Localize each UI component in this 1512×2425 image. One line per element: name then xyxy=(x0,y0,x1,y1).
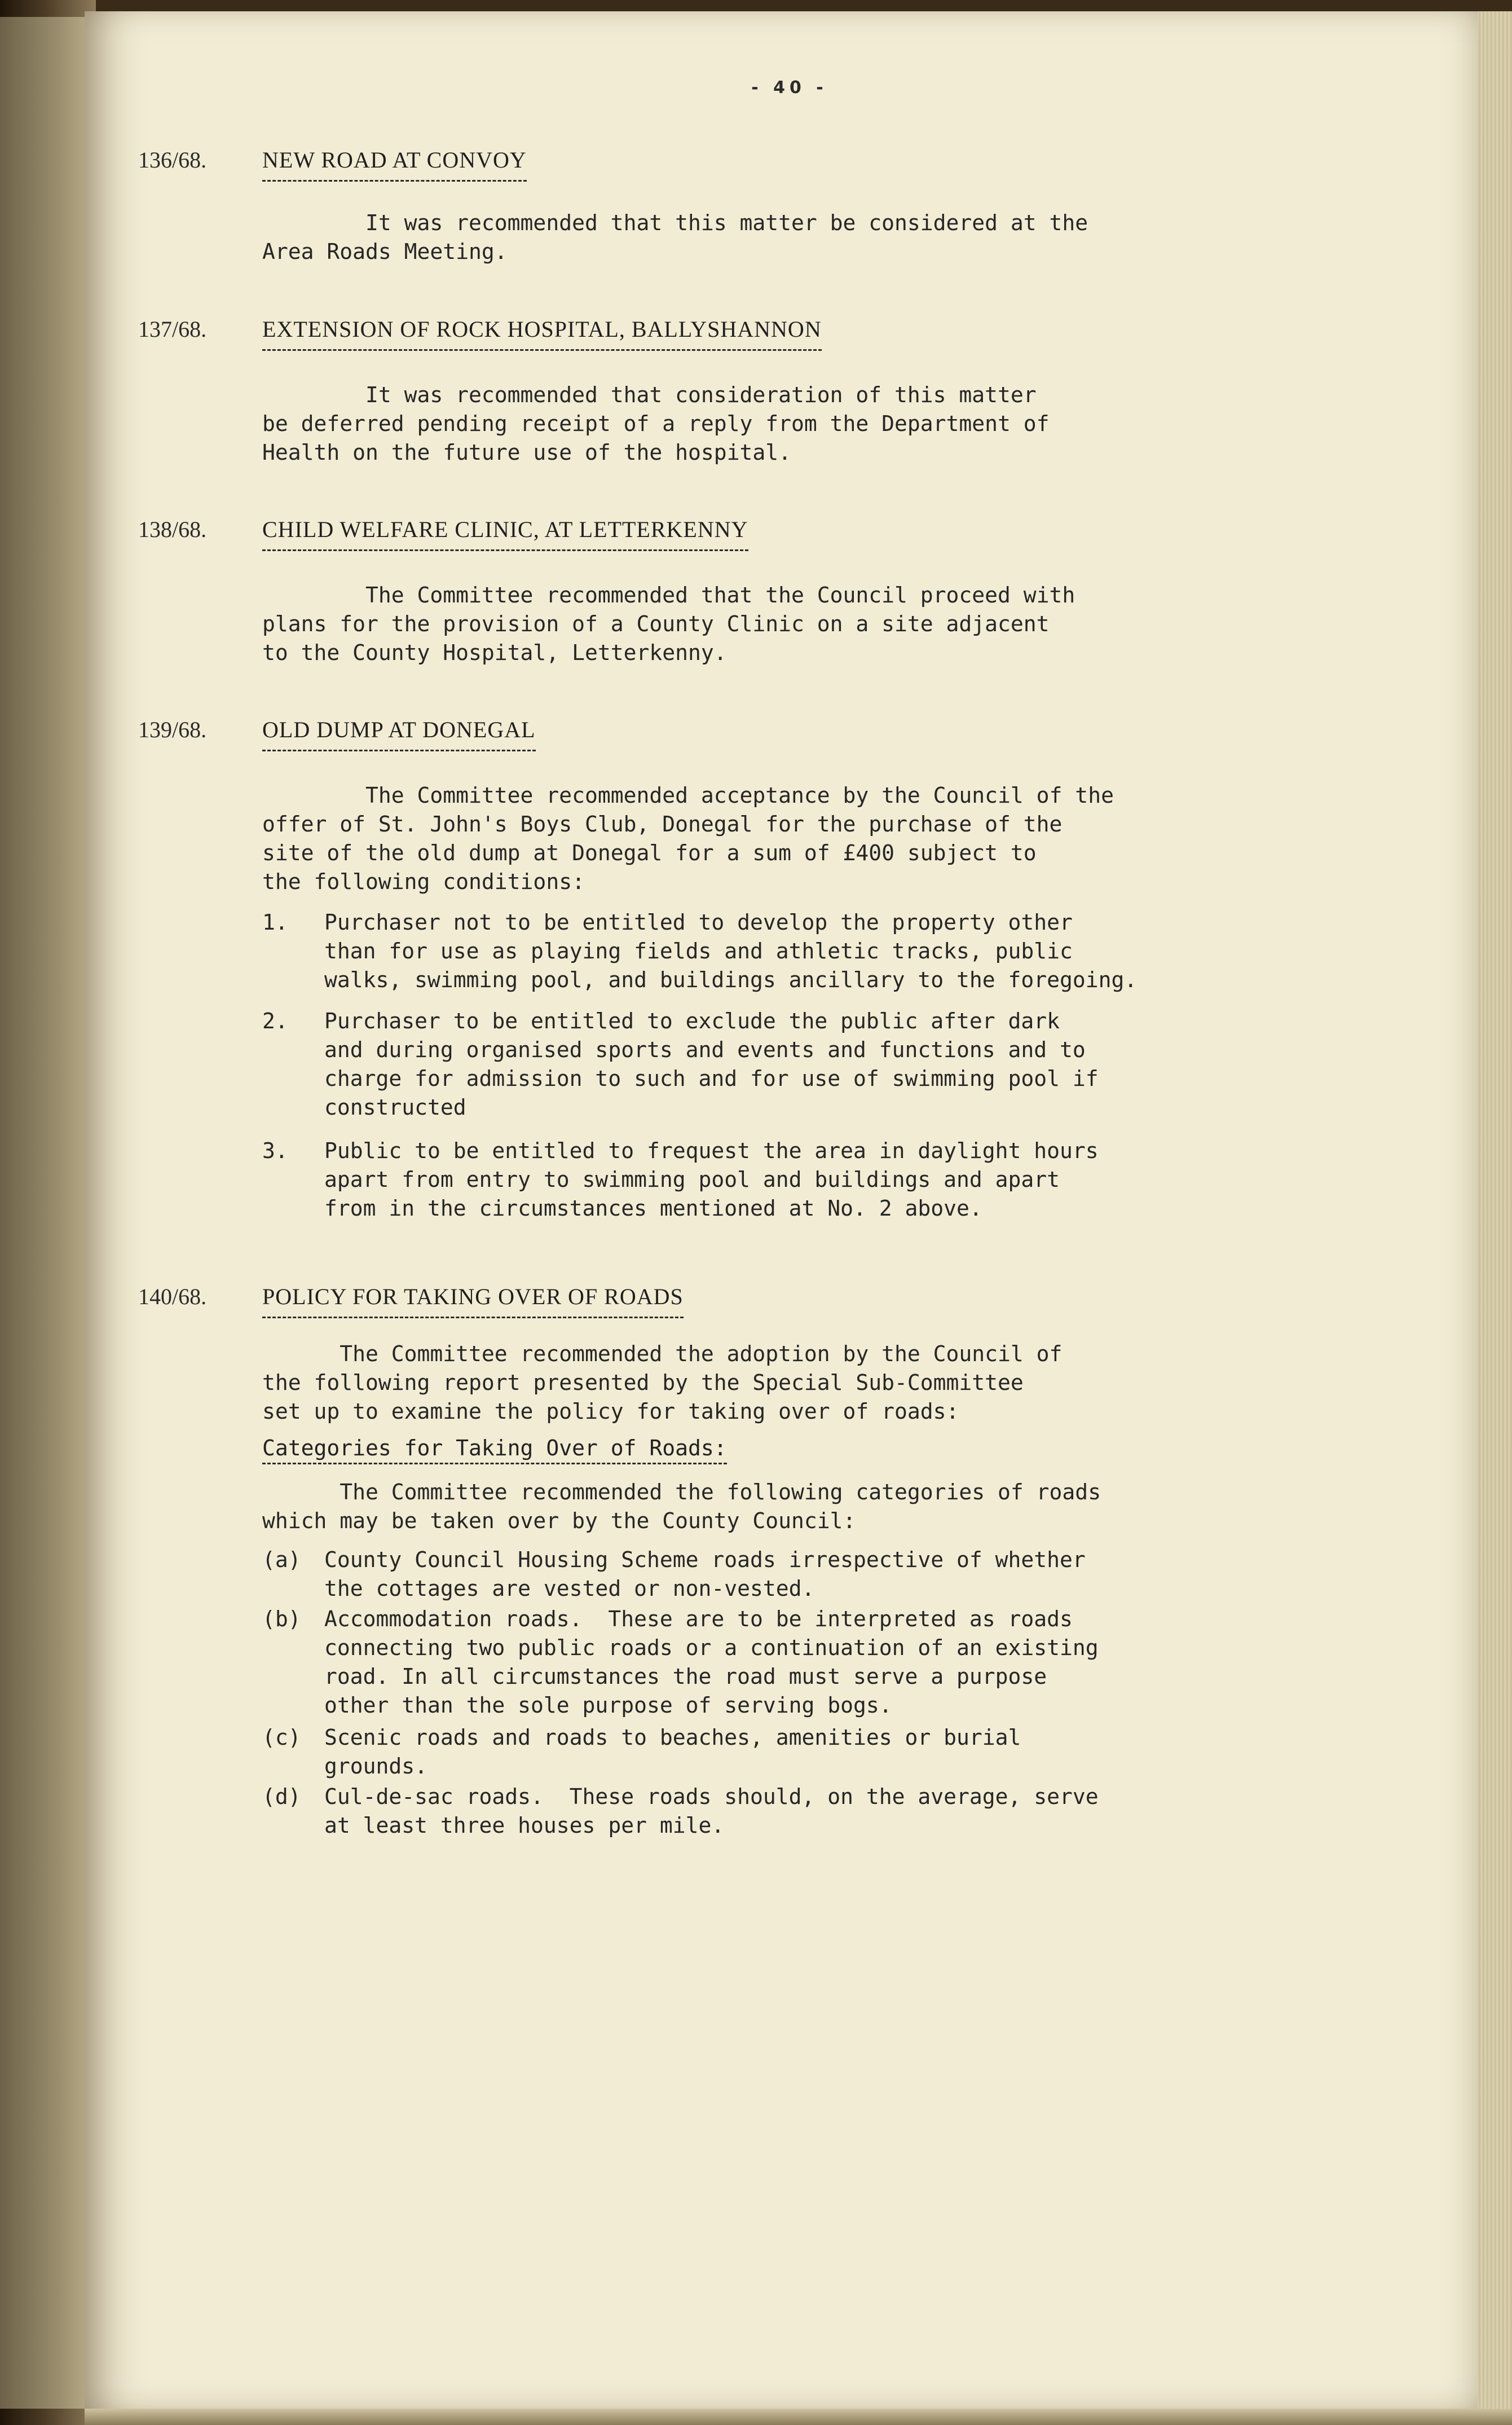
minute-title: EXTENSION OF ROCK HOSPITAL, BALLYSHANNON xyxy=(262,316,822,351)
minute-number: 139/68. xyxy=(138,717,207,742)
condition-text: Purchaser not to be entitled to develop the property other than for use as playing fields and athletic tracks, public walks, swimming pool, and buildings ancillary to the foregoing. xyxy=(324,910,1138,992)
minute-text: The Committee recommended acceptance by the Council of the offer of St. John's Boys Club, Donegal for the purchase of the site of the old dump at Donegal for a sum of £400 subject to the following conditions: xyxy=(262,783,1114,894)
category-text: Cul-de-sac roads. These roads should, on the average, serve at least three houses per mile. xyxy=(324,1784,1099,1838)
category-letter: (c) xyxy=(262,1725,301,1750)
categories-intro: The Committee recommended the following categories of roads which may be taken over by the County Council: xyxy=(262,1480,1101,1533)
minute-title: POLICY FOR TAKING OVER OF ROADS xyxy=(262,1283,684,1318)
minute-title: CHILD WELFARE CLINIC, AT LETTERKENNY xyxy=(262,516,748,551)
category-letter: (a) xyxy=(262,1547,301,1572)
minute-number: 136/68. xyxy=(138,147,207,173)
category-text: Scenic roads and roads to beaches, amenities or burial grounds. xyxy=(324,1725,1021,1779)
minute-text: It was recommended that consideration of this matter be deferred pending receipt of a reply from the Department of Health on the future use of the hospital. xyxy=(262,382,1050,465)
condition-number: 2. xyxy=(262,1009,288,1033)
category-text: County Council Housing Scheme roads irrespective of whether the cottages are vested or non-vested. xyxy=(324,1547,1086,1601)
minute-text: It was recommended that this matter be considered at the Area Roads Meeting. xyxy=(262,210,1088,264)
document-page xyxy=(85,11,1478,2409)
category-letter: (b) xyxy=(262,1607,301,1631)
condition-text: Purchaser to be entitled to exclude the public after dark and during organised sports and events and functions and to charge for admission to such and for use of swimming pool if constructed xyxy=(324,1009,1099,1120)
minute-number: 137/68. xyxy=(138,316,207,342)
category-text: Accommodation roads. These are to be interpreted as roads connecting two public roads or a continuation of an existing road. In all circumstances the road must serve a purpose other than the sole purpose of serving bogs. xyxy=(324,1607,1099,1718)
category-letter: (d) xyxy=(262,1784,301,1809)
minute-title: OLD DUMP AT DONEGAL xyxy=(262,716,536,751)
condition-number: 1. xyxy=(262,910,288,935)
minute-number: 138/68. xyxy=(138,517,207,542)
page-block-edge xyxy=(1478,11,1512,2425)
minute-title: NEW ROAD AT CONVOY xyxy=(262,147,527,182)
previous-page-edge xyxy=(0,17,85,2409)
minute-number: 140/68. xyxy=(138,1284,207,1309)
page-number: - 40 - xyxy=(751,78,828,98)
condition-text: Public to be entitled to frequest the area in daylight hours apart from entry to swimming pool and buildings and apart from in the circumstances mentioned at No. 2 above. xyxy=(324,1138,1099,1221)
minute-text: The Committee recommended that the Council proceed with plans for the provision of a County Clinic on a site adjacent to the County Hospital, Letterkenny. xyxy=(262,583,1075,665)
minute-text: The Committee recommended the adoption by the Council of the following report presented by the Special Sub-Committee set up to examine the policy for taking over of roads: xyxy=(262,1341,1063,1424)
categories-subheading: Categories for Taking Over of Roads: xyxy=(262,1436,727,1464)
page-bottom-edge xyxy=(85,2409,1512,2425)
condition-number: 3. xyxy=(262,1138,288,1163)
